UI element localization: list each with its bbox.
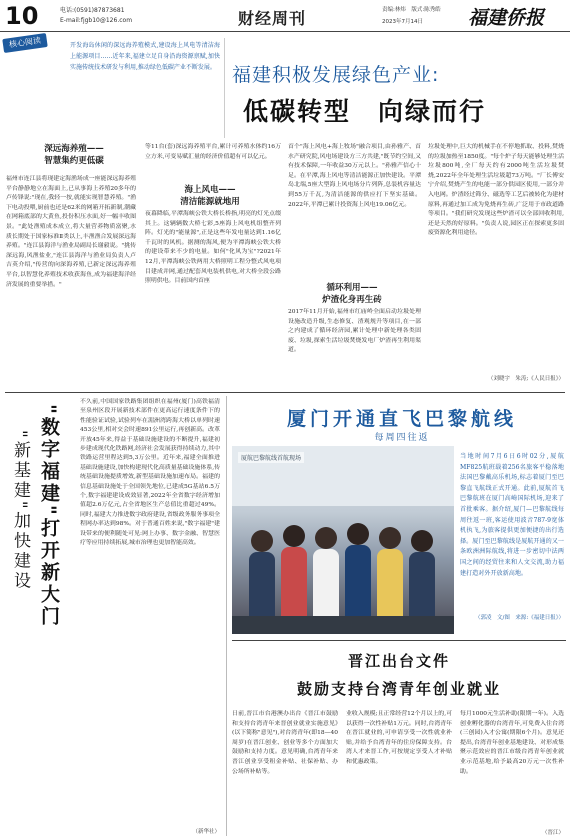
- page-header: [0, 0, 570, 32]
- header-rule: [0, 31, 570, 32]
- core-read-text: 开发海岛休闲的深远海养殖模式,建设海上风电等清洁海上能源项目……近年来,福建立足自身沿海资源禀赋,加快实施传统技术研发与利用,推动绿色低碳产业不断发展。: [70, 42, 220, 71]
- flight-photo: [232, 446, 454, 634]
- flight-text: 当地时间7月6日6时02分,厦航MF825航班载着256名旅客平稳落地法国巴黎戴高乐机场,标志着厦门至巴黎直飞航线正式开通。此前,厦航首飞巴黎航班在厦门高崎国际机场,迎来了首批乘客。据介绍,厦门—巴黎航线每周往返一班,客运使用波音787-9宽体机执飞,为旅客提供更加便捷的出行选择。厦门至巴黎航线是厦航开通的又一条欧洲洲际航线,将进一步密切中法两国之间的经贸往来和人文交流,助力福建打造对外开放新高地。: [460, 453, 564, 577]
- article-col-1: 福州市连江县将现建定海渔场成一座能深远海养殖平台静静地立在海面上,已从事海上养殖20多年的卢传锋说:"现在,我轻一按,就能实现智慧养殖。"渔下电动投喂,厨前也还是62米的网箱开拓新制,潮藏在网箱底部的大黄鱼,投份积压水面,好一幅丰收图景。"此处渔殖成本成立,将大量营养物质富聚,水质长期处于国家标准Ⅱ类以上,丰渔渔合发展深远海养殖。"连江县海洋与渔业局副局长谢毅说。"挑传深远海,风渔盐业,"连江县海洋与渔业局负责人卢吉英介绍,"传营的向深海养殖,已新定深远海养殖平台,以智慧化养殖技术收获海鱼,成为福建海洋经济发展的重要举措。": [6, 176, 136, 288]
- side-article-text: 不久前,中国国家铁路集团组织在福州(厦门)高铁福清至泉州区段开展新技术部件在更高运行速度条件下的性能验证试验,试验列车在湄洲湾跨海大桥以单列时速453公里,相对交会时速891公里运行,再创新高。改革开放45年来,得益于基础设施建设的不断提升,福建初步建成现代化铁路网,经济社会发展获得持续动力,其中铁路运营里程达到5,3万公里。近年来,福建全面推进基础设施建设,加快构建现代化高质量基础设施体系,传统基础设施提质增效,新型基础设施加速布局。福建的信息基础设施处于全国领先地位,已建成5G基站6.5万个,数字福建建设成效显著,2022年全省数字经济增加值超2.6万亿元,占全省地区生产总值比重超过49%。同时,福建大力推进数字政府建设,省级政务服务事项全程网办率达到98%。对于普通百姓来说,"数字福建"建设带来的便利随处可见:网上办事、数字金融、智慧医疗等应用持续拓展,城市治理也更加智能高效。: [80, 399, 220, 547]
- article-col-3-top: 首个"海上风电+海上牧场"融合项目,由孙雅产、首水产研究院,风电场建设方三方共建,"既节约空间,又有技术保障,一年收益30万元以上。"孙雅产信心十足。在平潭,海上风电等清洁能源正加快建设。平潭岛北端,5座大型海上风电场分片列阵,总装机容量达到55万千瓦,为清洁能源的供应打下坚实基础。2022年,平潭已累计投资海上风电19.06亿元。: [288, 144, 421, 208]
- subheading-recycle: [292, 282, 412, 306]
- article-title-line1: 福建积极发展绿色产业:: [232, 64, 440, 86]
- jinjiang-title-line2: 鼓励支持台湾青年创业就业: [296, 680, 501, 698]
- core-read-tag: [2, 33, 48, 53]
- section-divider-2: [232, 640, 566, 641]
- jinjiang-col-3: 每月1000元生活补助(限期一年)。入选创业孵化器的台湾青年,可免费入住台湾(三创园)入才公寓(期限6个月)。意见还提出,台湾青年创业基地建设、对形成集聚示范效应的晋江市级台湾青年创业就业示范基地,给予最高20万元一次性补助。: [460, 711, 564, 775]
- article-col-2-top: 等11台(套)深远海养殖平台,累计可养殖水体约16万立方米,可变易赋汇量的经济价值超有可以亿元。: [145, 144, 281, 160]
- subheading-wind-1: 海上风电——: [184, 185, 236, 195]
- header-editor: 责编:林炜 版式:陈秀皓: [382, 7, 441, 13]
- article-col-2: 夜幕降临,平潭海峡公铁大桥长桥指,明亮的灯光点缀其上。这辆辆数大桥七彩,5座海上风电机组整齐列阵。灯光的"能量源",正是这些年发电量达到1.16亿千瓦时的风机。据测的海风,便为平潭海峡公铁大桥的建设带来不少的电量。如何"化风为宝"?2021年12月,平潭海峡公铁两用大桥照明工程分整式风电项目建成并网,通过配套风电装机供电,对大桥全段公路照明供电。目前国内首座: [145, 211, 281, 285]
- column-divider: [226, 396, 227, 836]
- subheading-aquaculture-2: 智慧集约更低碳: [44, 156, 104, 166]
- newspaper-logo: 福建侨报: [468, 7, 545, 29]
- flight-title: 厦门开通直飞巴黎航线: [286, 408, 517, 430]
- article-credit: （刘晓宇 朱涛;《人民日报》）: [487, 376, 564, 382]
- jinjiang-title-line1: 晋江出台文件: [347, 652, 450, 670]
- jinjiang-col-2: 业收入规模;且正常经营12个月以上的,可以获得一次性补贴1万元。同时,台湾青年在晋江就业的,可申请享受一次性就业补贴,并给予台湾青年的住房保障支持。台湾人才来晋工作,可按规定享受人才补贴和优惠政策。: [346, 711, 452, 765]
- people-illustration: [232, 446, 454, 634]
- header-phone: 电话:(0591)87873681: [60, 7, 125, 14]
- subheading-recycle-1: 循环利用——: [326, 283, 378, 293]
- article-title-line2: 低碳转型 向绿而行: [243, 97, 487, 126]
- subheading-aquaculture: [14, 143, 134, 167]
- vertical-title-digital: "数字福建"打开新大门: [38, 404, 60, 628]
- subheading-wind: [150, 184, 270, 208]
- vertical-title-infra: "新基建"加快建设: [10, 430, 30, 592]
- subheading-aquaculture-1: 深远海养殖——: [44, 144, 104, 154]
- core-read-tag-label: 核心阅读: [8, 35, 42, 50]
- jinjiang-credit: （晋江）: [541, 830, 564, 836]
- subheading-recycle-2: 炉渣化身再生砖: [322, 295, 382, 305]
- flight-subtitle: 每周四往返: [374, 433, 430, 443]
- header-email: E-mail:fjgb10@126.com: [60, 17, 133, 24]
- page-number: 10: [5, 2, 39, 30]
- side-article-credit: （新华社）: [192, 829, 220, 835]
- jinjiang-col-1: 日前,晋江市台港澳办出台《晋江市鼓励和支持台湾青年来晋创业就业实施意见》(以下简称"意见"),对台湾青年(即18—40周岁)在晋江创业、创业等多个方面加大鼓励和支持力度。意见明确,台湾青年来晋江创业享受租金补贴、社保补贴、办公场所补贴等。: [232, 711, 338, 775]
- subheading-wind-2: 清洁能源就地用: [180, 197, 240, 207]
- section-title: 财经周刊: [238, 9, 307, 28]
- flight-credit: （郭凌 文/图 来源:《福建日报》）: [475, 615, 564, 621]
- article-col-4: 垃圾处理中,巨大的机械手在不停地抓取、投料,焚烧的垃圾加热至1850度。"每个炉子每天能够处理生活垃圾800吨,全厂每天约有2000吨生活垃圾焚烧,2022年全年处理生活垃圾超73万吨。"厂长傅安宁介绍,焚烧产生的电能一部分供园区使用,一部分并入电网。炉渣经过筛分、磁选等工艺后被转化为建材原料,再通过加工成为免烧再生砖,广泛用于市政道路等项目。"我们研究发现这些炉渣可以全部回收利用,还是天然的好原料。"负责人说,园区正在探索更多固废资源化利用途径。: [428, 144, 564, 237]
- header-date: 2023年7月14日: [382, 19, 423, 25]
- core-read-divider: [224, 38, 225, 138]
- section-divider-1: [5, 392, 565, 393]
- article-col-3: 2017年11月开始,福州市红庙岭全面启动垃圾处理设施改造升级,生态修复、渣观规升等项目,在一部之内建成了循环经济园,累计处理中新处理各类固废、垃圾,探索生活垃圾焚烧发电厂炉渣再生利用渠道。: [288, 309, 421, 354]
- flight-photo-label: 厦航巴黎航线首航现场: [238, 452, 304, 463]
